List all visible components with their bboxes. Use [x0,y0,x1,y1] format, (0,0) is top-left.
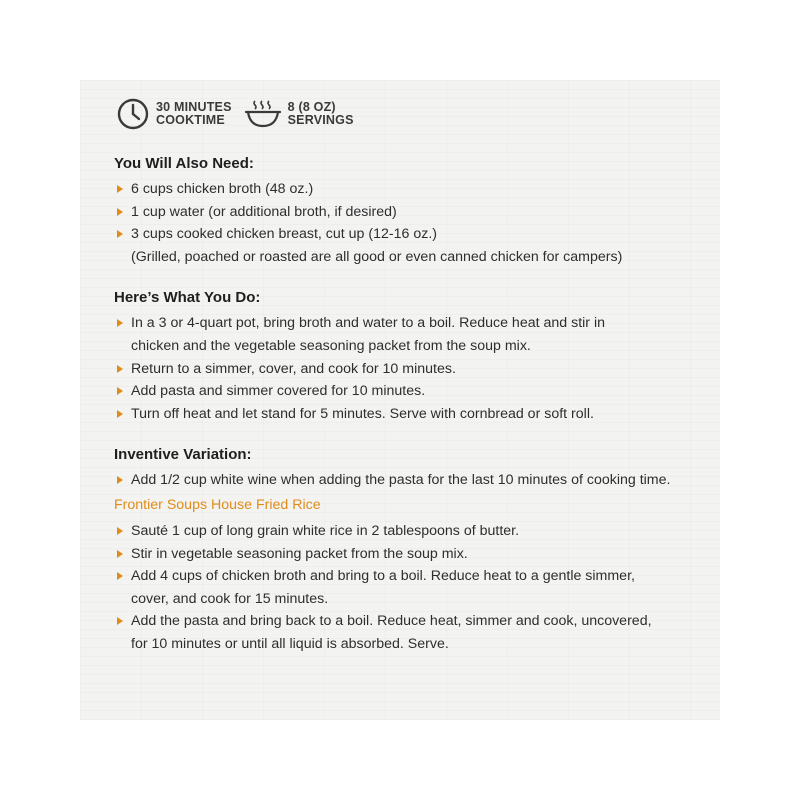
bowl-icon [244,97,282,131]
clock-icon [116,97,150,131]
list-item-text: Add pasta and simmer covered for 10 minutes. [131,383,426,400]
servings-label: SERVINGS [287,113,354,127]
recipe-content [114,154,710,656]
list-item [114,520,710,543]
cooktime-text [156,101,232,127]
variation-heading: Inventive Variation: [114,446,252,464]
need-list [114,178,710,268]
list-item [114,358,710,381]
rice-list [114,520,710,656]
variation-list [114,469,710,492]
list-item-text: Sauté 1 cup of long grain white rice in 2 tablespoons of butter. [131,522,520,539]
list-item [114,469,710,492]
cooktime-label: COOKTIME [156,113,225,127]
list-item-text: chicken and the vegetable seasoning packet from the soup mix. [131,337,531,354]
steps-heading: Here’s What You Do: [114,289,261,307]
list-item-text: for 10 minutes or until all liquid is absorbed. Serve. [131,635,449,652]
variation-subtitle: Frontier Soups House Fried Rice [114,496,321,513]
list-item-text: 3 cups cooked chicken breast, cut up (12-16 oz.) [131,226,437,243]
list-item-text: 1 cup water (or additional broth, if desired) [131,203,397,220]
list-item [114,178,710,201]
list-item-text: Add 4 cups of chicken broth and bring to a boil. Reduce heat to a gentle simmer, [131,568,635,585]
servings-text [288,101,354,127]
list-item [114,201,710,224]
recipe-stats [116,98,366,130]
list-item-text: Add the pasta and bring back to a boil. Reduce heat, simmer and cook, uncovered, [131,613,652,630]
need-heading: You Will Also Need: [114,155,254,172]
recipe-card [80,80,720,720]
list-item [114,223,710,268]
list-item-text: Add 1/2 cup white wine when adding the pasta for the last 10 minutes of cooking time. [131,472,671,489]
servings-value: 8 (8 OZ) [287,100,336,114]
list-item-text: Return to a simmer, cover, and cook for 10 minutes. [131,360,456,377]
list-item-note: (Grilled, poached or roasted are all good or even canned chicken for campers) [131,248,623,265]
list-item [114,610,710,655]
list-item [114,543,710,566]
list-item [114,565,710,610]
servings-stat [244,97,354,131]
steps-list [114,312,710,425]
list-item-text: In a 3 or 4-quart pot, bring broth and water to a boil. Reduce heat and stir in [131,315,605,332]
list-item-text: Stir in vegetable seasoning packet from the soup mix. [131,545,468,562]
cooktime-value: 30 MINUTES [156,100,232,114]
list-item [114,312,710,357]
list-item [114,380,710,403]
list-item-text: Turn off heat and let stand for 5 minutes. Serve with cornbread or soft roll. [131,405,594,422]
list-item-text: 6 cups chicken broth (48 oz.) [131,181,314,197]
list-item [114,403,710,426]
cooktime-stat [116,97,232,131]
list-item-text: cover, and cook for 15 minutes. [131,590,329,607]
